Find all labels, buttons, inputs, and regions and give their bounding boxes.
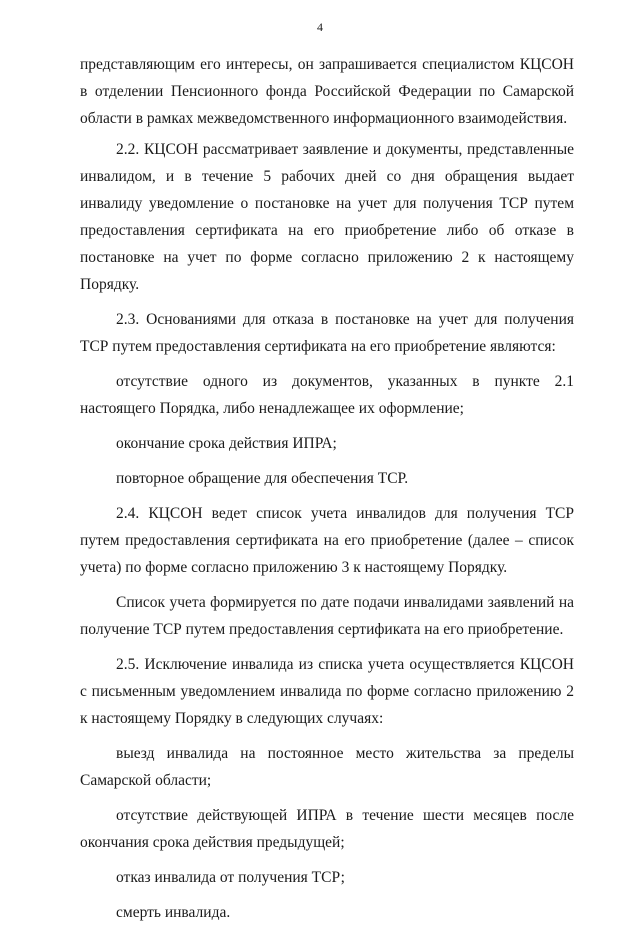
list-item-no-ipra: отсутствие действующей ИПРА в течение шести месяцев после окончания срока действия предыдущей; [80,807,574,851]
list-item-repeat-request: повторное обращение для обеспечения ТСР. [116,470,409,487]
paragraph-2-5: 2.5. Исключение инвалида из списка учета осуществляется КЦСОН с письменным уведомлением инвалида по форме согласно приложению 2 к настоящему Порядку в следующих случаях: [80,656,574,727]
list-item-refusal: отказ инвалида от получения ТСР; [116,869,345,886]
document-body [80,51,574,926]
page-number: 4 [317,20,323,34]
paragraph-2-3: 2.3. Основаниями для отказа в постановке на учет для получения ТСР путем предоставления сертификата на его приобретение являются: [80,311,574,355]
list-item-ipra-expiry: окончание срока действия ИПРА; [116,435,337,452]
paragraph-2-4: 2.4. КЦСОН ведет список учета инвалидов для получения ТСР путем предоставления сертификата на его приобретение (далее – список учета) по форме согласно приложению 3 к настоящему Порядку. [80,505,574,576]
paragraph-list-formation: Список учета формируется по дате подачи инвалидами заявлений на получение ТСР путем предоставления сертификата на его приобретение. [80,594,574,638]
list-item-relocation: выезд инвалида на постоянное место жительства за пределы Самарской области; [80,745,574,789]
list-item-death: смерть инвалида. [116,904,231,921]
paragraph-continuation: представляющим его интересы, он запрашивается специалистом КЦСОН в отделении Пенсионного фонда Российской Федерации по Самарской области в рамках межведомственного информационного взаимодействия. [80,56,574,127]
paragraph-2-2: 2.2. КЦСОН рассматривает заявление и документы, представленные инвалидом, и в течение 5 рабочих дней со дня обращения выдает инвалиду уведомление о постановке на учет для получения ТСР путем предоставления сертификата на его приобретение либо об отказе в постановке на учет по форме согласно приложению 2 к настоящему Порядку. [80,141,574,293]
list-item-missing-documents: отсутствие одного из документов, указанных в пункте 2.1 настоящего Порядка, либо ненадлежащее их оформление; [80,373,574,417]
